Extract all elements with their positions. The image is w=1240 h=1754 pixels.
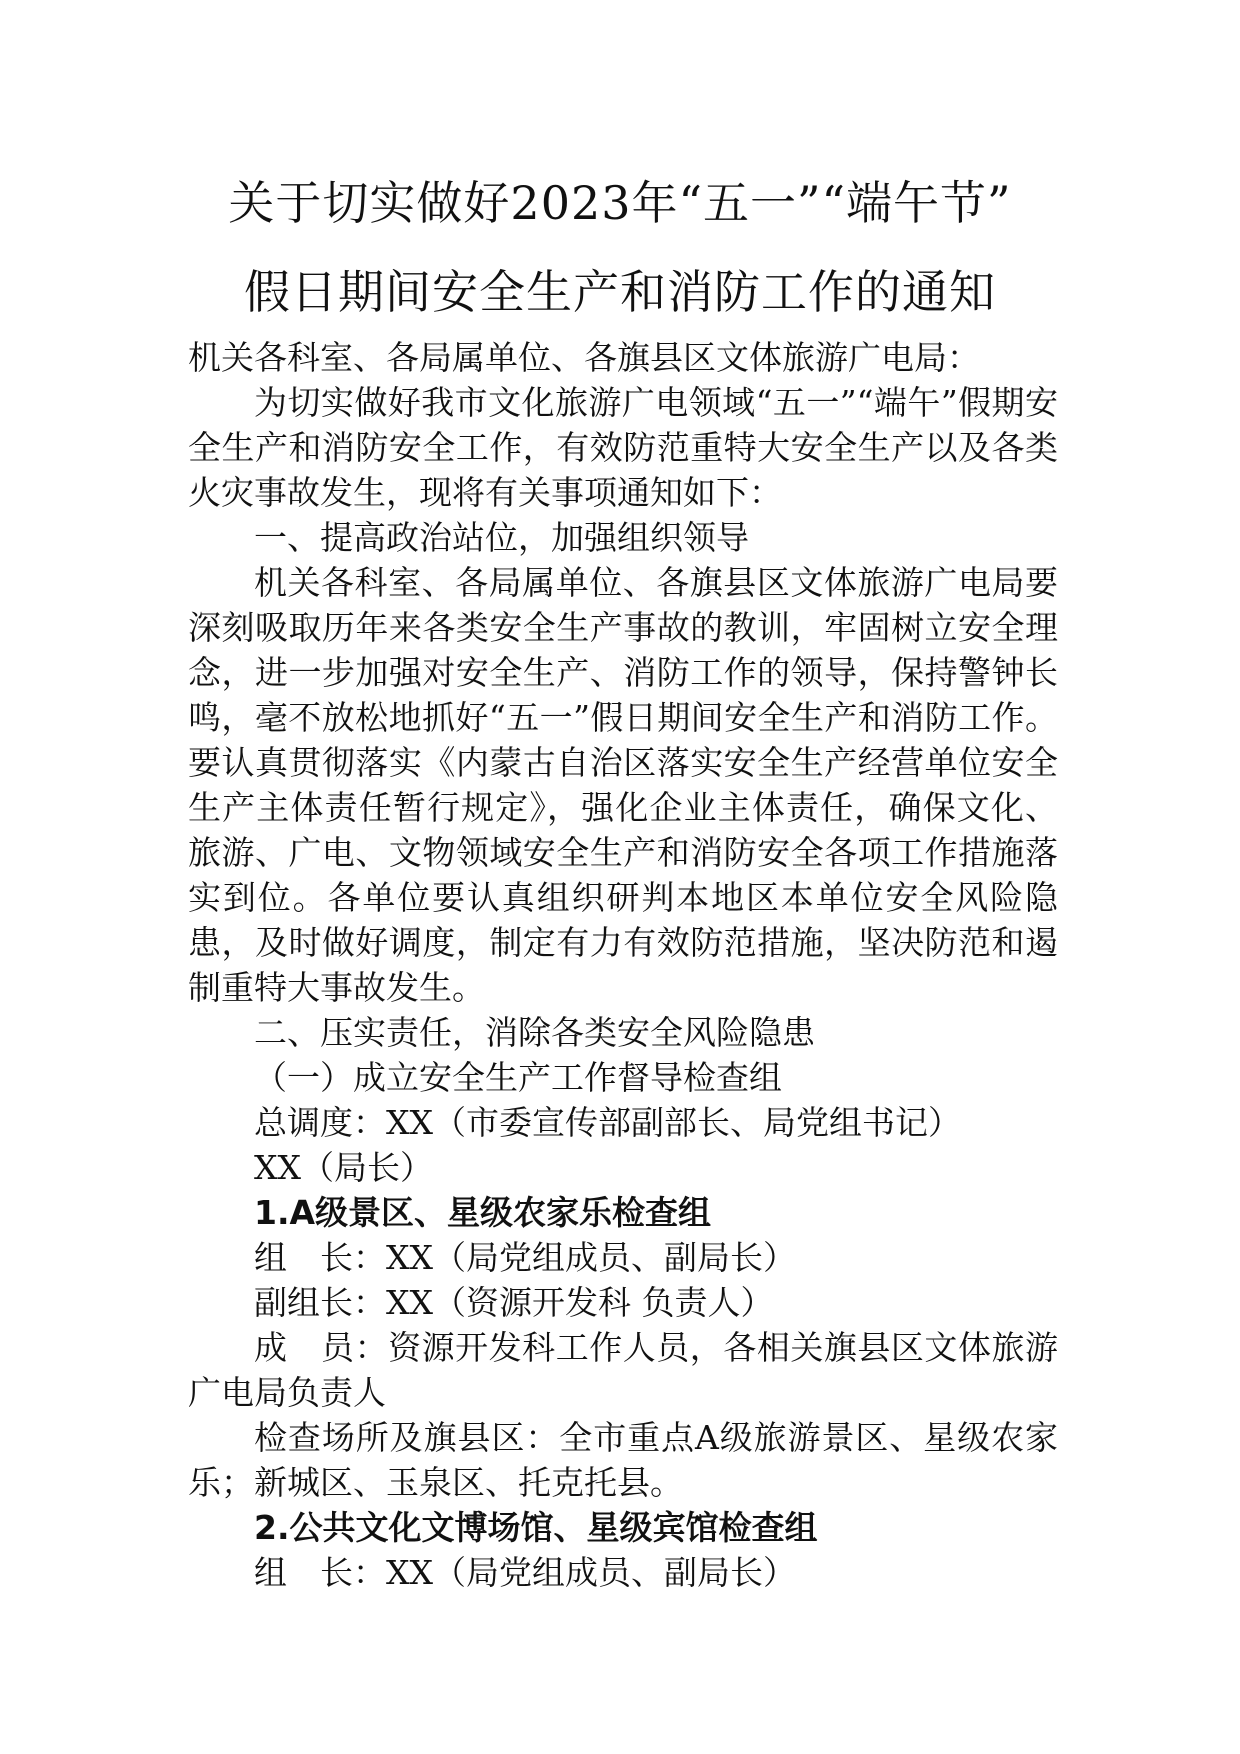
- section-2-heading: 二、压实责任，消除各类安全风险隐患: [254, 1013, 815, 1052]
- subsection-1-heading: （一）成立安全生产工作督导检查组: [254, 1058, 782, 1097]
- group-1-members: 成 员：资源开发科工作人员，各相关旗县区文体旅游广电局负责人: [188, 1328, 1058, 1412]
- section-1-heading: 一、提高政治站位，加强组织领导: [254, 518, 749, 557]
- group-1-heading: 1.A级景区、星级农家乐检查组: [254, 1193, 712, 1232]
- salutation: 机关各科室、各局属单位、各旗县区文体旅游广电局：: [188, 338, 980, 377]
- group-1-deputy: 副组长：XX（资源开发科 负责人）: [254, 1283, 774, 1322]
- section-1-body: 机关各科室、各局属单位、各旗县区文体旅游广电局要深刻吸取历年来各类安全生产事故的教训，牢固树立安全理念，进一步加强对安全生产、消防工作的领导，保持警钟长鸣，毫不放松地抓好“五一”假日期间安全生产和消防工作。要认真贯彻落实《内蒙古自治区落实安全生产经营单位安全生产主体责任暂行规定》，强化企业主体责任，确保文化、旅游、广电、文物领域安全生产和消防安全各项工作措施落实到位。各单位要认真组织研判本地区本单位安全风险隐患，及时做好调度，制定有力有效防范措施，坚决防范和遏制重特大事故发生。: [188, 563, 1058, 1007]
- document-title-line-1: 关于切实做好2023年“五一”“端午节”: [228, 176, 1012, 230]
- dispatch-line-1: 总调度：XX（市委宣传部副部长、局党组书记）: [254, 1103, 961, 1142]
- group-2-heading: 2.公共文化文博场馆、星级宾馆检查组: [254, 1508, 818, 1547]
- intro-paragraph: 为切实做好我市文化旅游广电领域“五一”“端午”假期安全生产和消防安全工作，有效防范重特大安全生产以及各类火灾事故发生，现将有关事项通知如下：: [188, 383, 1058, 512]
- group-1-sites: 检查场所及旗县区：全市重点A级旅游景区、星级农家乐；新城区、玉泉区、托克托县。: [188, 1418, 1058, 1502]
- document-title-line-2: 假日期间安全生产和消防工作的通知: [244, 265, 996, 319]
- group-1-leader: 组 长：XX（局党组成员、副局长）: [254, 1238, 796, 1277]
- document-body: [188, 335, 1058, 1595]
- dispatch-line-2: XX（局长）: [254, 1148, 433, 1187]
- group-2-leader: 组 长：XX（局党组成员、副局长）: [254, 1553, 796, 1592]
